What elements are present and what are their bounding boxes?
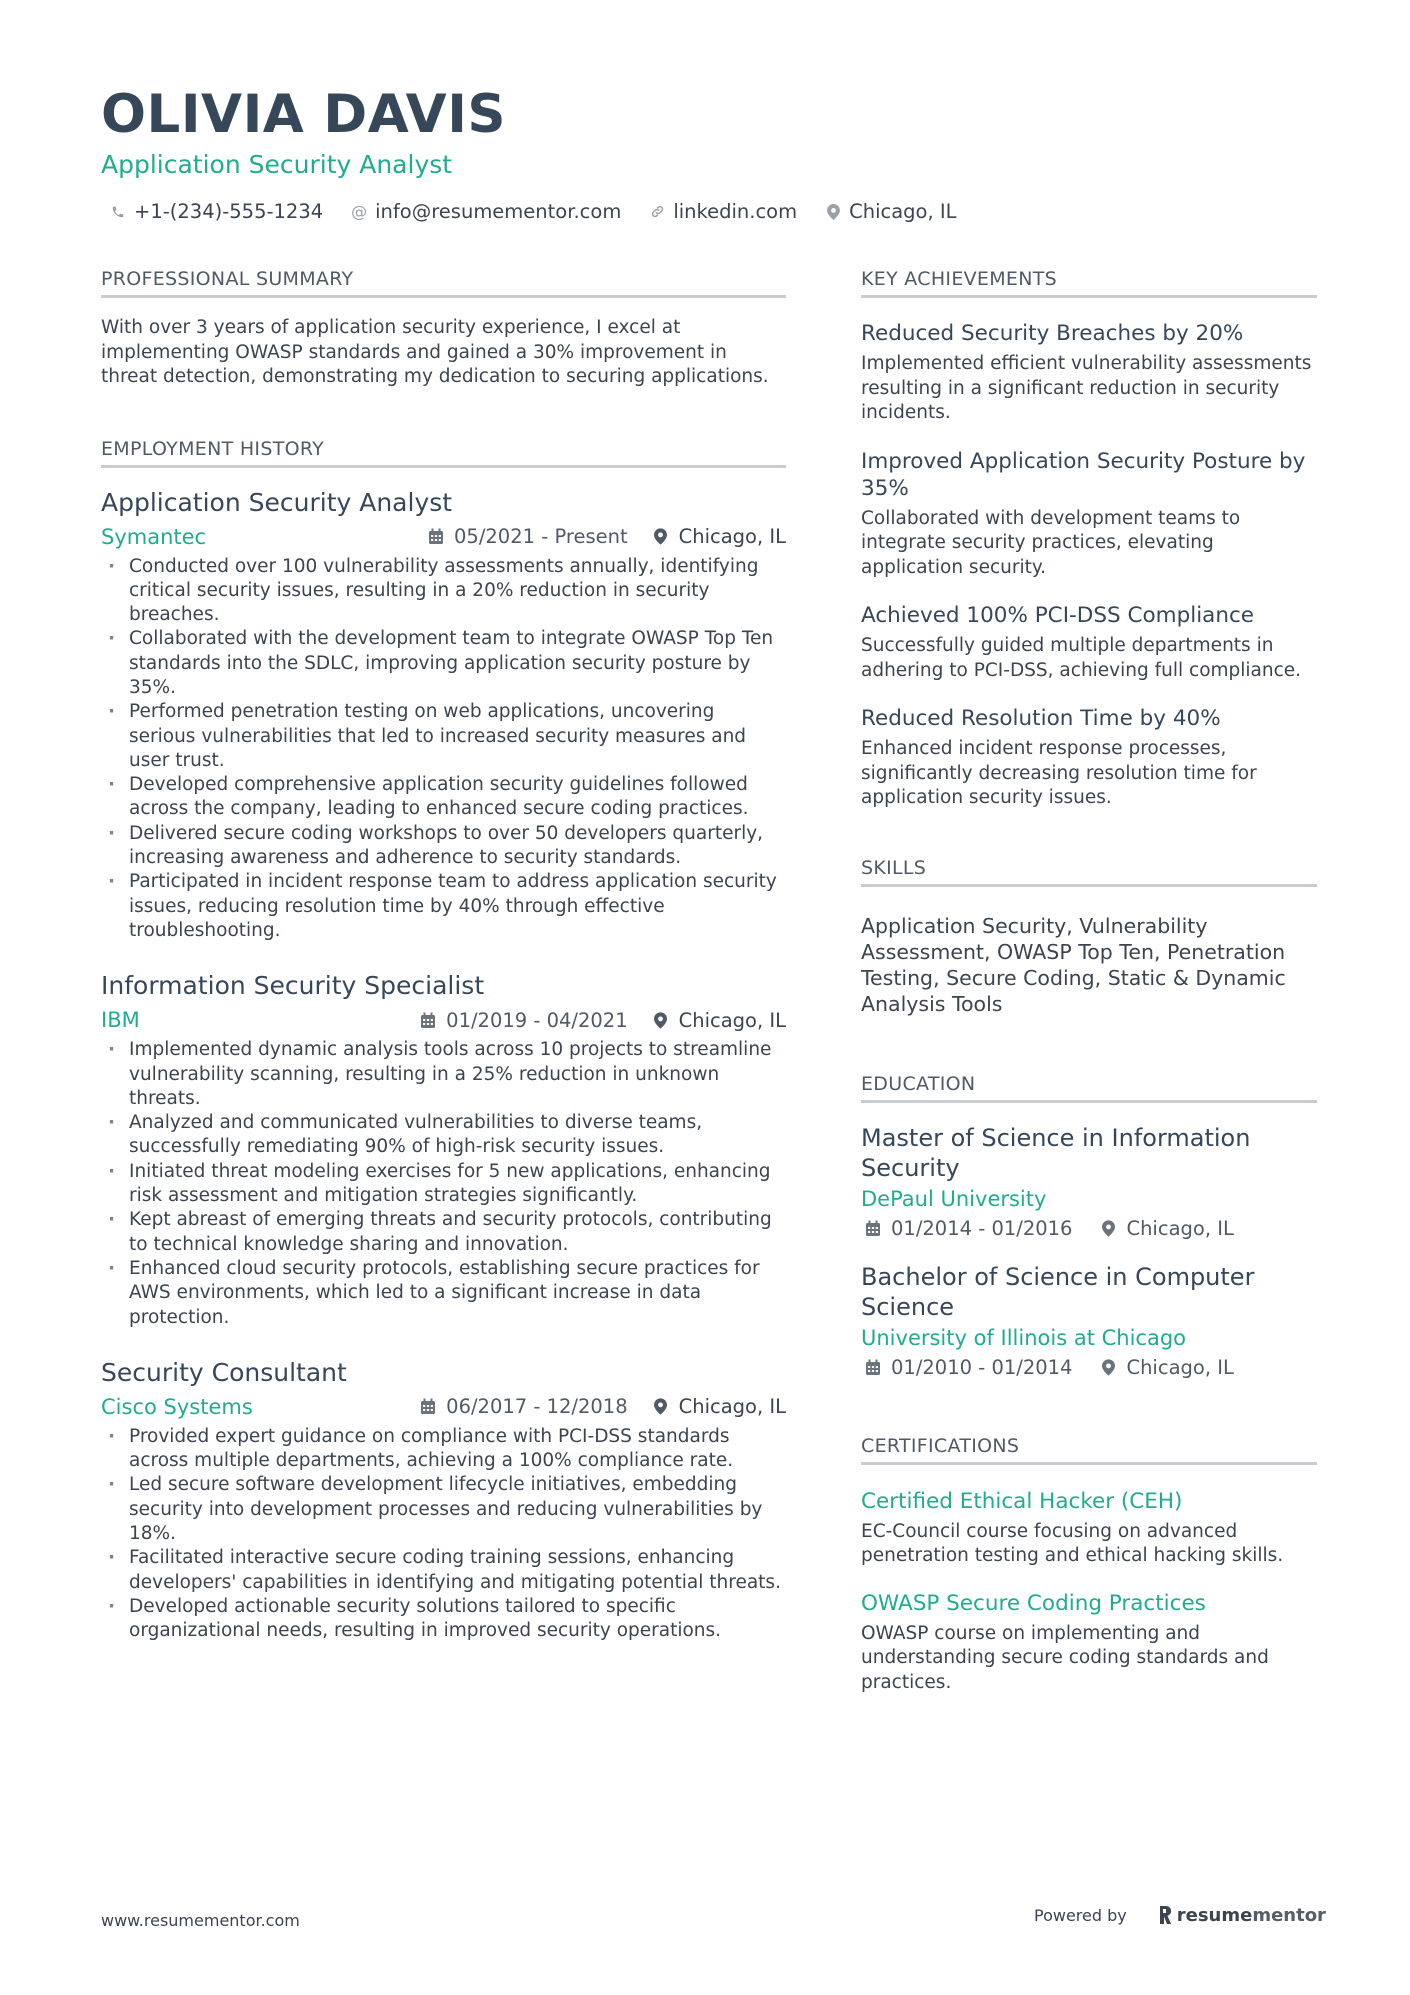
achievement-item	[861, 705, 1317, 811]
link-icon	[647, 202, 667, 222]
at-icon: @	[351, 202, 368, 221]
education-dates-text: 01/2014 - 01/2016	[891, 1216, 1073, 1240]
job-bullet: · Developed comprehensive application security guidelines followed across the company, leading to enhanced secure coding practices.	[101, 773, 786, 822]
job-dates-text: 06/2017 - 12/2018	[446, 1395, 628, 1419]
brand-name-part1: resume	[1176, 1904, 1253, 1926]
contact-linkedin[interactable]	[647, 200, 797, 223]
education-dates-text: 01/2010 - 01/2014	[891, 1355, 1073, 1379]
job-location	[652, 1395, 786, 1418]
job-bullet: · Kept abreast of emerging threats and security protocols, contributing to technical knowledge sharing and innovation.	[101, 1208, 786, 1257]
location-icon	[1099, 1358, 1117, 1376]
job-entry	[101, 488, 786, 944]
calendar-icon	[864, 1219, 882, 1237]
certification-title: OWASP Secure Coding Practices	[861, 1590, 1206, 1616]
certification-desc: OWASP course on implementing and understanding secure coding standards and practices.	[861, 1622, 1269, 1693]
education-location-text: Chicago, IL	[1126, 1216, 1234, 1240]
job-meta	[101, 1008, 786, 1032]
right-column	[861, 268, 1317, 1717]
job-bullets	[101, 1425, 786, 1644]
job-bullet: · Delivered secure coding workshops to over 50 developers quarterly, increasing awareness and adherence to security standards.	[101, 822, 786, 871]
summary-text: With over 3 years of application security experience, I excel at implementing OWASP standards and gained a 30% improvement in threat detection, demonstrating my dedication to securing applications.	[101, 317, 769, 387]
job-meta-right	[419, 1009, 786, 1032]
job-company: Symantec	[101, 524, 207, 549]
education-meta	[861, 1356, 1317, 1379]
education-dates	[861, 1217, 1072, 1240]
education-degree: Bachelor of Science in Computer Science	[861, 1262, 1255, 1321]
job-bullet: · Initiated threat modeling exercises for 5 new applications, enhancing risk assessment and mitigation strategies significantly.	[101, 1160, 786, 1209]
job-company: IBM	[101, 1008, 140, 1033]
brand-mark-icon	[1157, 1904, 1173, 1926]
contact-email-text: info@resumementor.com	[375, 200, 622, 223]
calendar-icon	[864, 1358, 882, 1376]
job-bullet: · Analyzed and communicated vulnerabilities to diverse teams, successfully remediating 90% of high-risk security issues.	[101, 1111, 786, 1160]
certification-title: Certified Ethical Hacker (CEH)	[861, 1488, 1183, 1514]
calendar-icon	[419, 1011, 437, 1029]
candidate-role: Application Security Analyst	[101, 150, 453, 179]
job-meta-right	[427, 525, 786, 548]
education-item	[861, 1123, 1317, 1240]
footer-website[interactable]: www.resumementor.com	[101, 1911, 300, 1930]
education-dates	[861, 1356, 1072, 1379]
job-location	[652, 525, 786, 548]
job-bullet: · Participated in incident response team to address application security issues, reducing resolution time by 40% through effective troubleshooting.	[101, 870, 786, 943]
job-title: Application Security Analyst	[101, 487, 453, 517]
job-bullet: · Led secure software development lifecycle initiatives, embedding security into development processes and reducing vulnerabilities by 18%.	[101, 1473, 786, 1546]
contact-phone	[108, 200, 323, 223]
contact-email[interactable]	[349, 200, 621, 223]
education-meta	[861, 1217, 1317, 1240]
employment-heading: EMPLOYMENT HISTORY	[101, 438, 786, 468]
job-bullet: · Implemented dynamic analysis tools across 10 projects to streamline vulnerability scanning, resulting in a 25% reduction in unknown threats.	[101, 1038, 786, 1111]
achievement-item	[861, 448, 1317, 581]
achievement-desc: Successfully guided multiple departments in adhering to PCI-DSS, achieving full compliance.	[861, 635, 1302, 681]
candidate-name: OLIVIA DAVIS	[101, 84, 507, 145]
achievement-item	[861, 602, 1317, 683]
calendar-icon	[419, 1398, 437, 1416]
job-dates-text: 01/2019 - 04/2021	[446, 1008, 628, 1032]
job-dates-text: 05/2021 - Present	[454, 525, 628, 548]
job-entry	[101, 1358, 786, 1644]
job-bullet: · Developed actionable security solutions tailored to specific organizational needs, resulting in improved security operations.	[101, 1595, 786, 1644]
achievement-title: Achieved 100% PCI-DSS Compliance	[861, 603, 1255, 628]
job-bullet: · Facilitated interactive secure coding training sessions, enhancing developers' capabilities in identifying and mitigating potential threats.	[101, 1546, 786, 1595]
education-school: DePaul University	[861, 1186, 1047, 1211]
education-item	[861, 1262, 1317, 1379]
job-bullet: · Conducted over 100 vulnerability assessments annually, identifying critical security issues, resulting in a 20% reduction in security breaches.	[101, 555, 786, 628]
brand-name-part2: mentor	[1252, 1904, 1326, 1926]
education-school: University of Illinois at Chicago	[861, 1325, 1187, 1350]
education-heading: EDUCATION	[861, 1073, 1317, 1103]
certification-item	[861, 1489, 1317, 1569]
achievement-title: Reduced Security Breaches by 20%	[861, 321, 1244, 346]
certification-desc: EC-Council course focusing on advanced penetration testing and ethical hacking skills.	[861, 1520, 1284, 1566]
job-entry	[101, 971, 786, 1330]
achievement-desc: Implemented efficient vulnerability assessments resulting in a significant reduction in security incidents.	[861, 353, 1312, 423]
job-bullets	[101, 1038, 786, 1330]
job-dates	[419, 1009, 627, 1032]
summary-heading: PROFESSIONAL SUMMARY	[101, 268, 786, 298]
powered-by-label: Powered by	[1034, 1905, 1127, 1925]
job-location-text: Chicago, IL	[678, 525, 786, 548]
job-dates	[427, 525, 628, 548]
contact-location-text: Chicago, IL	[849, 200, 957, 223]
job-location	[652, 1009, 786, 1032]
skills-text: Application Security, Vulnerability Assessment, OWASP Top Ten, Penetration Testing, Secure Coding, Static & Dynamic Analysis Tools	[861, 913, 1286, 1016]
location-icon	[823, 202, 843, 222]
education-location	[1096, 1356, 1233, 1379]
education-location	[1096, 1217, 1233, 1240]
certifications-heading: CERTIFICATIONS	[861, 1435, 1317, 1465]
education-location-text: Chicago, IL	[1126, 1355, 1234, 1379]
job-meta	[101, 525, 786, 549]
job-meta-right	[419, 1395, 786, 1418]
contact-linkedin-text: linkedin.com	[673, 200, 798, 223]
job-bullets	[101, 555, 786, 944]
contact-bar	[108, 200, 983, 223]
job-bullet: · Collaborated with the development team to integrate OWASP Top Ten standards into the SDLC, improving application security posture by 35%.	[101, 627, 786, 700]
job-company: Cisco Systems	[101, 1394, 253, 1419]
job-bullet: · Performed penetration testing on web applications, uncovering serious vulnerabilities that led to increased security measures and user trust.	[101, 700, 786, 773]
job-meta	[101, 1395, 786, 1419]
achievement-item	[861, 320, 1317, 426]
location-icon	[1099, 1219, 1117, 1237]
footer-branding	[1034, 1904, 1326, 1926]
brand-logo[interactable]	[1157, 1904, 1326, 1926]
achievement-desc: Collaborated with development teams to integrate security practices, elevating application security.	[861, 507, 1241, 578]
location-icon	[652, 1398, 670, 1416]
location-icon	[652, 528, 670, 546]
job-title: Security Consultant	[101, 1357, 347, 1387]
achievement-desc: Enhanced incident response processes, significantly decreasing resolution time for application security issues.	[861, 738, 1257, 808]
calendar-icon	[427, 528, 445, 546]
phone-icon	[108, 202, 128, 222]
job-location-text: Chicago, IL	[678, 1008, 786, 1032]
contact-phone-text: +1-(234)-555-1234	[134, 200, 324, 223]
education-degree: Master of Science in Information Security	[861, 1123, 1251, 1182]
achievements-heading: KEY ACHIEVEMENTS	[861, 268, 1317, 298]
left-column	[101, 268, 786, 1659]
location-icon	[652, 1011, 670, 1029]
job-bullet: · Enhanced cloud security protocols, establishing secure practices for AWS environments, which led to a significant increase in data protection.	[101, 1257, 786, 1330]
job-location-text: Chicago, IL	[678, 1395, 786, 1419]
job-dates	[419, 1395, 627, 1418]
job-bullet: · Provided expert guidance on compliance with PCI-DSS standards across multiple departments, achieving a 100% compliance rate.	[101, 1425, 786, 1474]
skills-heading: SKILLS	[861, 857, 1317, 887]
certification-item	[861, 1591, 1317, 1696]
contact-location	[823, 200, 956, 223]
job-title: Information Security Specialist	[101, 971, 485, 1001]
achievement-title: Improved Application Security Posture by 35%	[861, 448, 1306, 501]
achievement-title: Reduced Resolution Time by 40%	[861, 706, 1221, 731]
